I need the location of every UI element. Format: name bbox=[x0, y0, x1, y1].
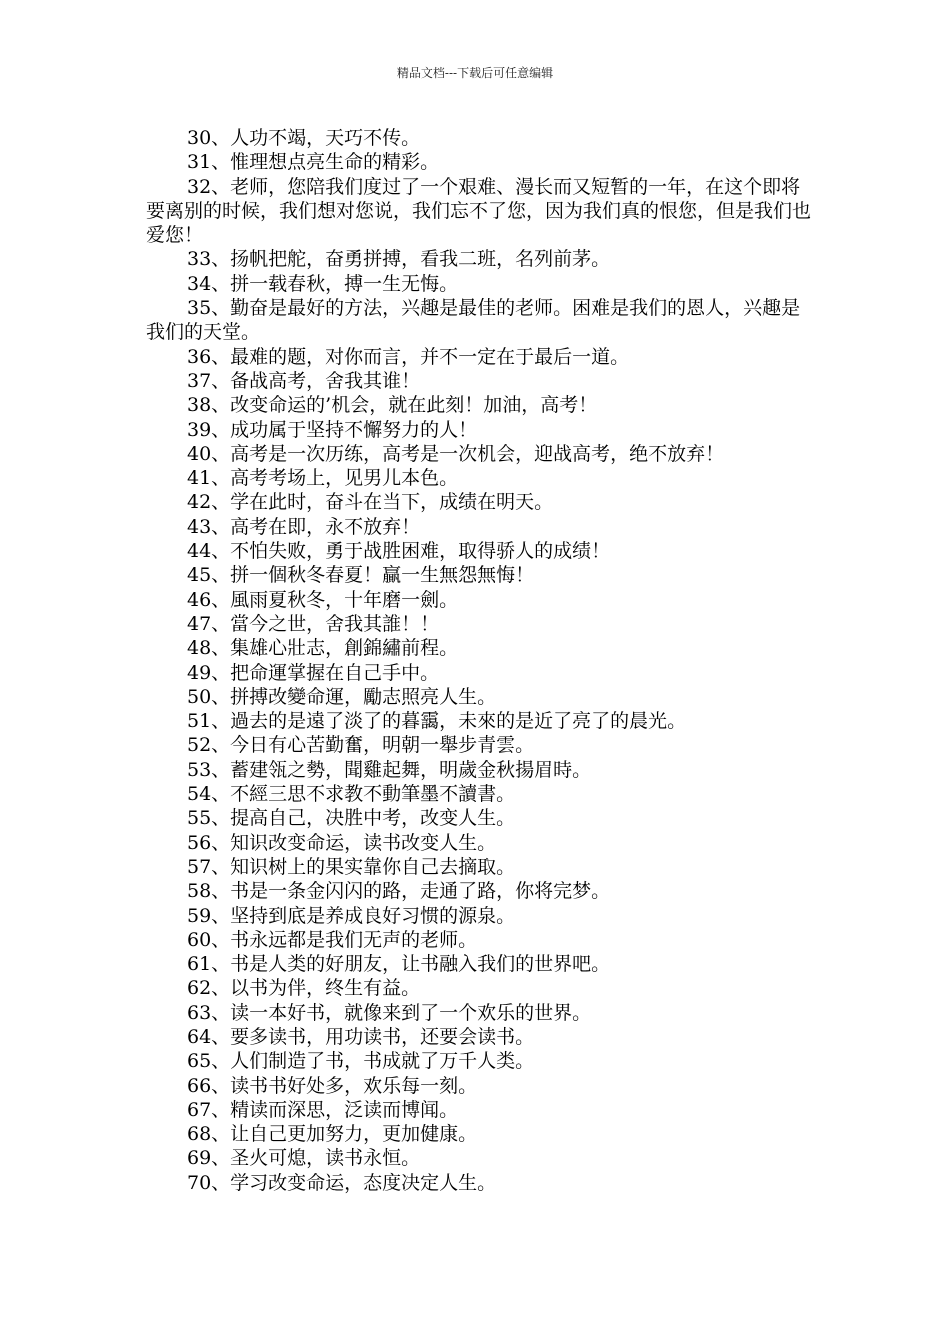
list-item: 53、蓄建瓴之勢，聞雞起舞，明歲金秋揚眉時。 bbox=[187, 758, 592, 781]
list-item: 48、集雄心壯志，創錦繡前程。 bbox=[187, 637, 459, 660]
list-item: 50、拼搏改變命運，勵志照亮人生。 bbox=[187, 685, 497, 708]
list-item: 38、改变命运的’机会，就在此刻！加油，高考！ bbox=[187, 394, 598, 417]
list-item: 30、人功不竭，天巧不传。 bbox=[187, 127, 421, 149]
page-header: 精品文档---下载后可任意编辑 bbox=[396, 66, 554, 80]
list-item: 41、高考考场上，见男儿本色。 bbox=[187, 467, 459, 490]
list-item: 63、读一本好书，就像来到了一个欢乐的世界。 bbox=[187, 1001, 592, 1024]
list-item: 57、知识树上的果实靠你自己去摘取。 bbox=[187, 855, 516, 878]
list-item: 45、拼一個秋冬春夏！贏一生無怨無悔！ bbox=[187, 564, 535, 587]
list-item: 54、不經三思不求教不動筆墨不讀書。 bbox=[187, 783, 516, 806]
slogan-list bbox=[146, 126, 818, 1195]
list-item: 33、扬帆把舵，奋勇拼搏，看我二班，名列前茅。 bbox=[187, 248, 611, 271]
list-item: 42、学在此时，奋斗在当下，成绩在明天。 bbox=[187, 491, 554, 514]
list-item: 44、不怕失败，勇于战胜困难，取得骄人的成绩！ bbox=[187, 540, 611, 563]
list-item: 62、以书为伴，终生有益。 bbox=[187, 977, 421, 1000]
list-item: 61、书是人类的好朋友，让书融入我们的世界吧。 bbox=[187, 953, 611, 976]
list-item: 47、當今之世，舍我其誰！！ bbox=[187, 612, 440, 635]
list-item: 69、圣火可熄，读书永恒。 bbox=[187, 1147, 421, 1170]
list-item: 65、人们制造了书，书成就了万千人类。 bbox=[187, 1050, 535, 1073]
list-item: 55、提高自己，决胜中考，改变人生。 bbox=[187, 807, 516, 830]
list-item: 64、要多读书，用功读书，还要会读书。 bbox=[187, 1025, 535, 1048]
list-item: 58、书是一条金闪闪的路，走通了路，你将完梦。 bbox=[187, 880, 611, 903]
list-item: 56、知识改变命运，读书改变人生。 bbox=[187, 831, 497, 854]
list-item: 43、高考在即，永不放弃！ bbox=[187, 515, 421, 538]
list-item: 37、备战高考，舍我其谁！ bbox=[187, 369, 421, 392]
list-item: 36、最难的题，对你而言，并不一定在于最后一道。 bbox=[187, 345, 630, 368]
list-item: 52、今日有心苦勤奮，明朝一舉步青雲。 bbox=[187, 734, 535, 757]
list-item: 34、拼一载春秋，搏一生无悔。 bbox=[187, 272, 459, 295]
list-item: 32、老师，您陪我们度过了一个艰难、漫长而又短暂的一年，在这个即将要离别的时候，我们想对您说，我们忘不了您，因为我们真的恨您，但是我们也爱您！ bbox=[146, 175, 812, 247]
list-item: 51、過去的是遠了淡了的暮靄，未來的是近了亮了的晨光。 bbox=[187, 710, 687, 733]
list-item: 46、風雨夏秋冬，十年磨一劍。 bbox=[187, 588, 459, 611]
list-item: 70、学习改变命运，态度决定人生。 bbox=[187, 1171, 497, 1194]
list-item: 67、精读而深思，泛读而博闻。 bbox=[187, 1098, 459, 1121]
list-item: 39、成功属于坚持不懈努力的人！ bbox=[187, 418, 478, 441]
list-item: 49、把命運掌握在自己手中。 bbox=[187, 661, 440, 684]
list-item: 59、坚持到底是养成良好习惯的源泉。 bbox=[187, 904, 516, 927]
list-item: 68、让自己更加努力，更加健康。 bbox=[187, 1123, 478, 1146]
list-item: 66、读书书好处多，欢乐每一刻。 bbox=[187, 1074, 478, 1097]
list-item: 35、勤奋是最好的方法，兴趣是最佳的老师。困难是我们的恩人，兴趣是我们的天堂。 bbox=[146, 297, 801, 344]
list-item: 40、高考是一次历练，高考是一次机会，迎战高考，绝不放弃！ bbox=[187, 442, 725, 465]
list-item: 31、惟理想点亮生命的精彩。 bbox=[187, 151, 440, 174]
list-item: 60、书永远都是我们无声的老师。 bbox=[187, 928, 478, 951]
